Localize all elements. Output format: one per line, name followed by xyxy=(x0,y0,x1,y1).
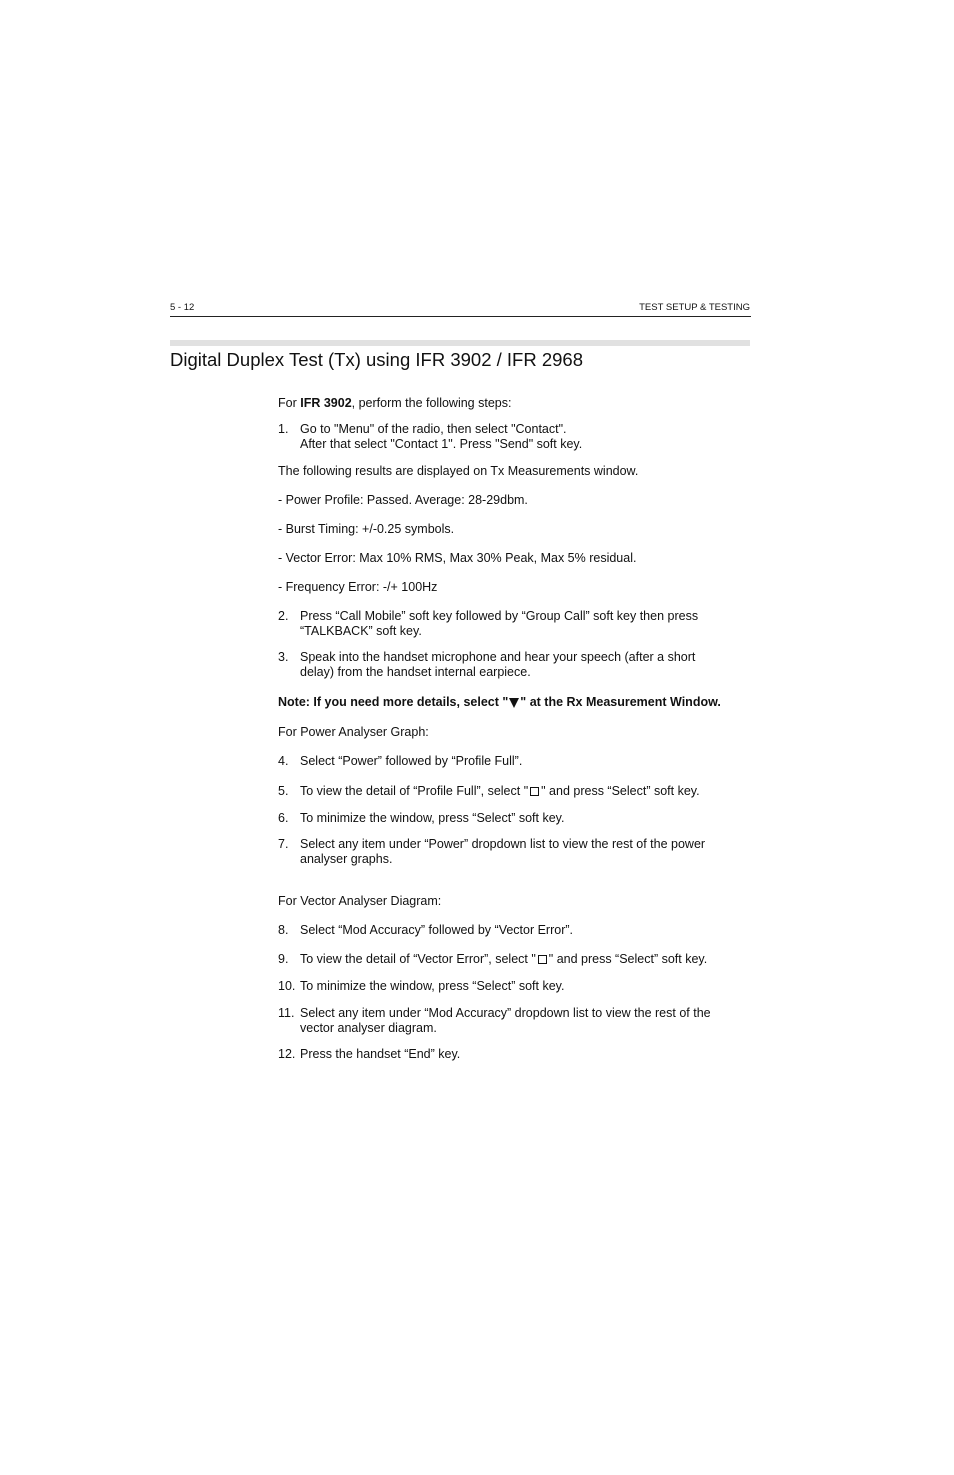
step-number: 10. xyxy=(278,979,296,993)
step-number: 3. xyxy=(278,650,289,664)
step-line: vector analyser diagram. xyxy=(300,1021,437,1035)
step-line xyxy=(300,952,752,967)
step-text xyxy=(300,754,752,769)
vector-analyser-heading: For Vector Analyser Diagram: xyxy=(278,894,442,908)
step-text xyxy=(300,422,752,452)
title-band xyxy=(170,340,750,346)
page-header xyxy=(170,300,751,317)
step-line: Select “Mod Accuracy” followed by “Vector Error”. xyxy=(300,923,574,937)
step-line: To minimize the window, press “Select” soft key. xyxy=(300,811,565,825)
step-line: Speak into the handset microphone and hear your speech (after a short xyxy=(300,650,696,664)
step-line: After that select "Contact 1". Press "Send" soft key. xyxy=(300,437,583,451)
step-line: Press “Call Mobile” soft key followed by “Group Call” soft key then press xyxy=(300,609,699,623)
intro-prefix: For xyxy=(278,396,301,410)
step-text xyxy=(300,837,752,867)
result-power-profile: - Power Profile: Passed. Average: 28-29dbm. xyxy=(278,493,528,507)
intro-device: IFR 3902 xyxy=(300,396,352,410)
results-intro: The following results are displayed on Tx Measurements window. xyxy=(278,464,639,478)
result-frequency-error: - Frequency Error: -/+ 100Hz xyxy=(278,580,438,594)
step-text xyxy=(300,784,752,799)
step-line: analyser graphs. xyxy=(300,852,393,866)
page-title: Digital Duplex Test (Tx) using IFR 3902 / IFR 2968 xyxy=(170,349,583,370)
step-number: 2. xyxy=(278,609,289,623)
result-burst-timing: - Burst Timing: +/-0.25 symbols. xyxy=(278,522,455,536)
step-text xyxy=(300,923,752,938)
square-icon xyxy=(538,955,547,964)
step-line: To minimize the window, press “Select” soft key. xyxy=(300,979,565,993)
step-text xyxy=(300,979,752,994)
step-text xyxy=(300,609,752,639)
down-triangle-icon xyxy=(509,698,519,708)
step-line: delay) from the handset internal earpiece. xyxy=(300,665,531,679)
result-vector-error: - Vector Error: Max 10% RMS, Max 30% Peak, Max 5% residual. xyxy=(278,551,637,565)
intro-paragraph xyxy=(278,396,752,411)
step-text xyxy=(300,1047,752,1062)
step-text-before: To view the detail of “Vector Error”, select " xyxy=(300,952,536,966)
step-text xyxy=(300,952,752,967)
step-text-after: " and press “Select” soft key. xyxy=(541,784,700,798)
step-number: 11. xyxy=(278,1006,295,1020)
step-line: Select any item under “Power” dropdown list to view the rest of the power xyxy=(300,837,706,851)
step-line: Select any item under “Mod Accuracy” dropdown list to view the rest of the xyxy=(300,1006,711,1020)
step-line: Select “Power” followed by “Profile Full”. xyxy=(300,754,523,768)
power-analyser-heading: For Power Analyser Graph: xyxy=(278,725,429,739)
step-line: Press the handset “End” key. xyxy=(300,1047,461,1061)
step-text xyxy=(300,650,752,680)
step-line: “TALKBACK” soft key. xyxy=(300,624,422,638)
step-number: 8. xyxy=(278,923,289,937)
step-number: 1. xyxy=(278,422,289,436)
intro-suffix: , perform the following steps: xyxy=(351,396,512,410)
step-number: 7. xyxy=(278,837,289,851)
note xyxy=(278,695,752,710)
page-number: 5 - 12 xyxy=(170,302,195,313)
note-after: " at the Rx Measurement Window. xyxy=(520,695,721,709)
step-text-after: " and press “Select” soft key. xyxy=(548,952,708,966)
step-number: 5. xyxy=(278,784,289,798)
step-line xyxy=(300,784,752,799)
step-text xyxy=(300,1006,752,1036)
note-before: Note: If you need more details, select " xyxy=(278,695,509,709)
step-text xyxy=(300,811,752,826)
step-number: 9. xyxy=(278,952,289,966)
square-icon xyxy=(530,787,539,796)
step-number: 4. xyxy=(278,754,289,768)
step-line: Go to "Menu" of the radio, then select "Contact". xyxy=(300,422,567,436)
step-text-before: To view the detail of “Profile Full”, select " xyxy=(300,784,529,798)
step-number: 12. xyxy=(278,1047,296,1061)
step-number: 6. xyxy=(278,811,289,825)
section-name: TEST SETUP & TESTING xyxy=(639,302,750,313)
